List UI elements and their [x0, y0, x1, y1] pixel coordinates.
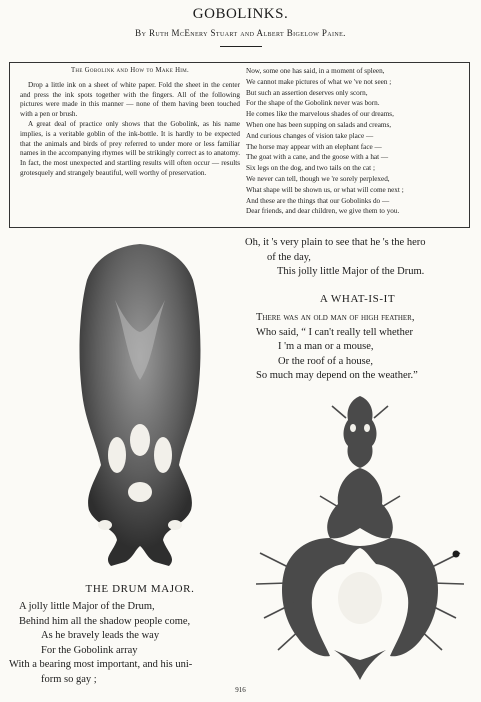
page-number: 916 — [235, 686, 246, 694]
poem-line: I 'm a man or a mouse, — [278, 341, 374, 353]
poem-line: form so gay ; — [41, 673, 97, 685]
verse-line: Dear friends, and dear children, we give them to you. — [246, 207, 400, 216]
poem-line: Or the roof of a house, — [278, 355, 374, 367]
poem-line: Oh, it 's very plain to see that he 's the hero — [245, 237, 426, 248]
verse-line: When one has been supping on salads and creams, — [246, 120, 392, 129]
verse-line: Now, some one has said, in a moment of spleen, — [246, 67, 385, 75]
title-rule — [220, 46, 262, 47]
page-title: GOBOLINKS. — [192, 6, 289, 22]
drum-major-title: THE DRUM MAJOR. — [85, 583, 195, 595]
poem-line: A jolly little Major of the Drum, — [19, 601, 155, 612]
verse-line: What shape will be shown us, or what will come next ; — [246, 185, 404, 194]
drum-major-inkblot-image — [55, 240, 225, 575]
verse-line: The horse may appear with an elephant face — — [246, 142, 382, 151]
poem-line: As he bravely leads the way — [41, 630, 160, 642]
poem-line: of the day, — [267, 251, 311, 263]
intro-heading: The Gobolink and How to Make Him. — [70, 67, 189, 74]
poem-line-text: There was an old man of high feather, — [256, 312, 415, 323]
byline: By Ruth McEnery Stuart and Albert Bigelow Paine. — [135, 28, 346, 38]
verse-line: We never can tell, though we 're sorely perplexed, — [246, 174, 390, 183]
verse-line: The goat with a cane, and the goose with a hat — — [246, 153, 389, 162]
drum-major-poem-end — [245, 236, 426, 280]
verse-line: Six legs on the dog, and two tails on the cat ; — [246, 164, 375, 173]
poem-line: For the Gobolink array — [41, 644, 138, 656]
intro-paragraph-1: Drop a little ink on a sheet of white paper. Fold the sheet in the center and press the ink spots together with the fingers. All of the following pictures were made in this manner — none of them having been touched with a pen or brush. — [20, 80, 240, 119]
verse-line: And curious changes of vision take place — — [246, 131, 374, 140]
poem-line: Behind him all the shadow people come, — [19, 615, 191, 627]
poem-line — [256, 311, 418, 326]
intro-verse — [246, 66, 466, 217]
what-is-it-poem — [256, 311, 418, 384]
poem-line: This jolly little Major of the Drum. — [277, 266, 425, 278]
intro-paragraph-2: A great deal of practice only shows that the Gobolink, as his name implies, is a veritable goblin of the ink-bottle. It is hardly to be expected that the animals and birds of prey referred to under more or less familiar names in the accompanying rhymes will be strikingly correct as to anatomy. In fact, the most unexpected and startling results will often occur — results grotesquely and strangely beautiful, well worthy of preservation. — [20, 119, 240, 177]
verse-line: But such an assertion deserves only scorn, — [246, 88, 368, 97]
intro-left-column — [20, 66, 240, 179]
verse-line: And these are the things that our Gobolinks do — — [246, 196, 390, 205]
verse-line: We cannot make pictures of what we 've not seen ; — [246, 77, 392, 86]
poem-line: Who said, “ I can't really tell whether — [256, 326, 413, 338]
what-is-it-title: A WHAT-IS-IT — [319, 293, 396, 305]
what-is-it-inkblot-image — [250, 388, 470, 688]
poem-line: So much may depend on the weather.” — [256, 370, 418, 382]
verse-line: He comes like the marvelous shades of our dreams, — [246, 110, 394, 119]
verse-line: For the shape of the Gobolink never was born. — [246, 99, 380, 108]
poem-line: With a bearing most important, and his uni- — [9, 659, 193, 671]
drum-major-poem — [9, 600, 192, 688]
